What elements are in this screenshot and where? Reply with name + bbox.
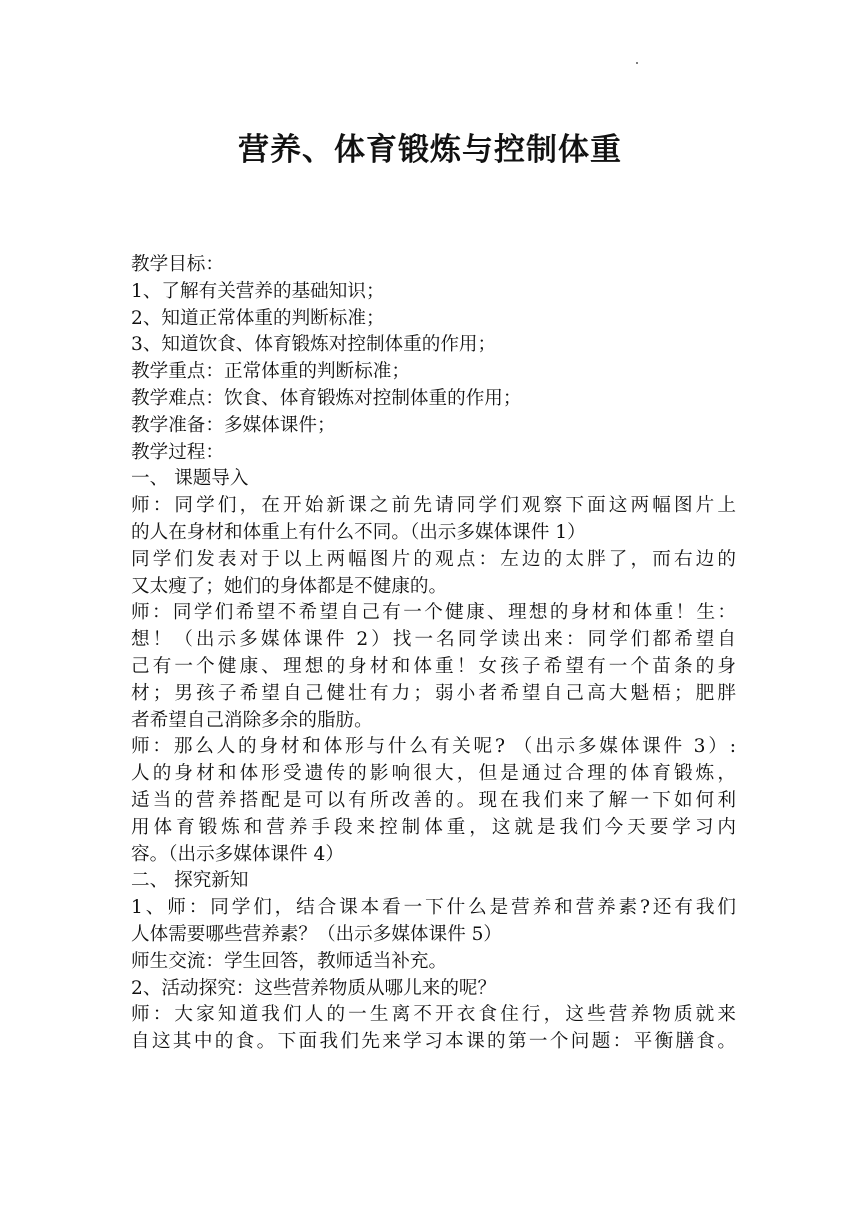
- text-line: 教学过程：: [131, 441, 224, 463]
- text-line: 适当的营养搭配是可以有所改善的。现在我们来了解一下如何利: [131, 789, 736, 811]
- section-heading: 二、 探究新知: [131, 870, 249, 892]
- text-line: 师：同学们希望不希望自己有一个健康、理想的身材和体重！生：: [131, 602, 736, 624]
- text-line: 同学们发表对于以上两幅图片的观点：左边的太胖了，而右边的: [131, 548, 736, 570]
- text-line: 材；男孩子希望自己健壮有力；弱小者希望自己高大魁梧；肥胖: [131, 682, 736, 704]
- text-line: 教学准备：多媒体课件；: [131, 414, 336, 436]
- text-line: 2、活动探究：这些营养物质从哪儿来的呢？: [131, 977, 497, 999]
- text-line: 师：同学们，在开始新课之前先请同学们观察下面这两幅图片上: [131, 495, 736, 517]
- text-line: 2、知道正常体重的判断标准；: [131, 307, 385, 329]
- text-line: 想！（出示多媒体课件 2）找一名同学读出来：同学们都希望自: [131, 629, 736, 651]
- text-line: 师：那么人的身材和体形与什么有关呢? （出示多媒体课件 3）:: [131, 736, 736, 758]
- text-line: 1、师：同学们，结合课本看一下什么是营养和营养素?还有我们: [131, 897, 736, 919]
- text-line: 又太瘦了；她们的身体都是不健康的。: [131, 575, 448, 597]
- document-title: 营养、体育锻炼与控制体重: [238, 132, 622, 168]
- text-line: 教学重点：正常体重的判断标准；: [131, 361, 410, 383]
- text-line: 用体育锻炼和营养手段来控制体重，这就是我们今天要学习内: [131, 816, 736, 838]
- section-heading: 一、 课题导入: [131, 468, 249, 490]
- text-line: 自这其中的食。下面我们先来学习本课的第一个问题：平衡膳食。: [131, 1031, 736, 1053]
- text-line: 人体需要哪些营养素？（出示多媒体课件 5）: [131, 923, 503, 945]
- text-line: 者希望自己消除多余的脂肪。: [131, 709, 373, 731]
- text-line: 教学目标：: [131, 254, 224, 275]
- text-line: 人的身材和体形受遗传的影响很大，但是通过合理的体育锻炼，: [131, 763, 736, 785]
- text-line: 师：大家知道我们人的一生离不开衣食住行，这些营养物质就来: [131, 1004, 736, 1026]
- text-line: 己有一个健康、理想的身材和体重！女孩子希望有一个苗条的身: [131, 655, 736, 677]
- text-line: 1、了解有关营养的基础知识；: [131, 280, 385, 302]
- text-line: 3、知道饮食、体育锻炼对控制体重的作用；: [131, 334, 497, 356]
- text-line: 师生交流：学生回答，教师适当补充。: [131, 950, 448, 972]
- text-line: 教学难点：饮食、体育锻炼对控制体重的作用；: [131, 387, 522, 409]
- text-line: 容。（出示多媒体课件 4）: [131, 843, 344, 865]
- text-line: 的人在身材和体重上有什么不同。（出示多媒体课件 1）: [131, 521, 586, 543]
- page-dot-mark: [636, 62, 638, 64]
- document-body: [131, 252, 736, 1056]
